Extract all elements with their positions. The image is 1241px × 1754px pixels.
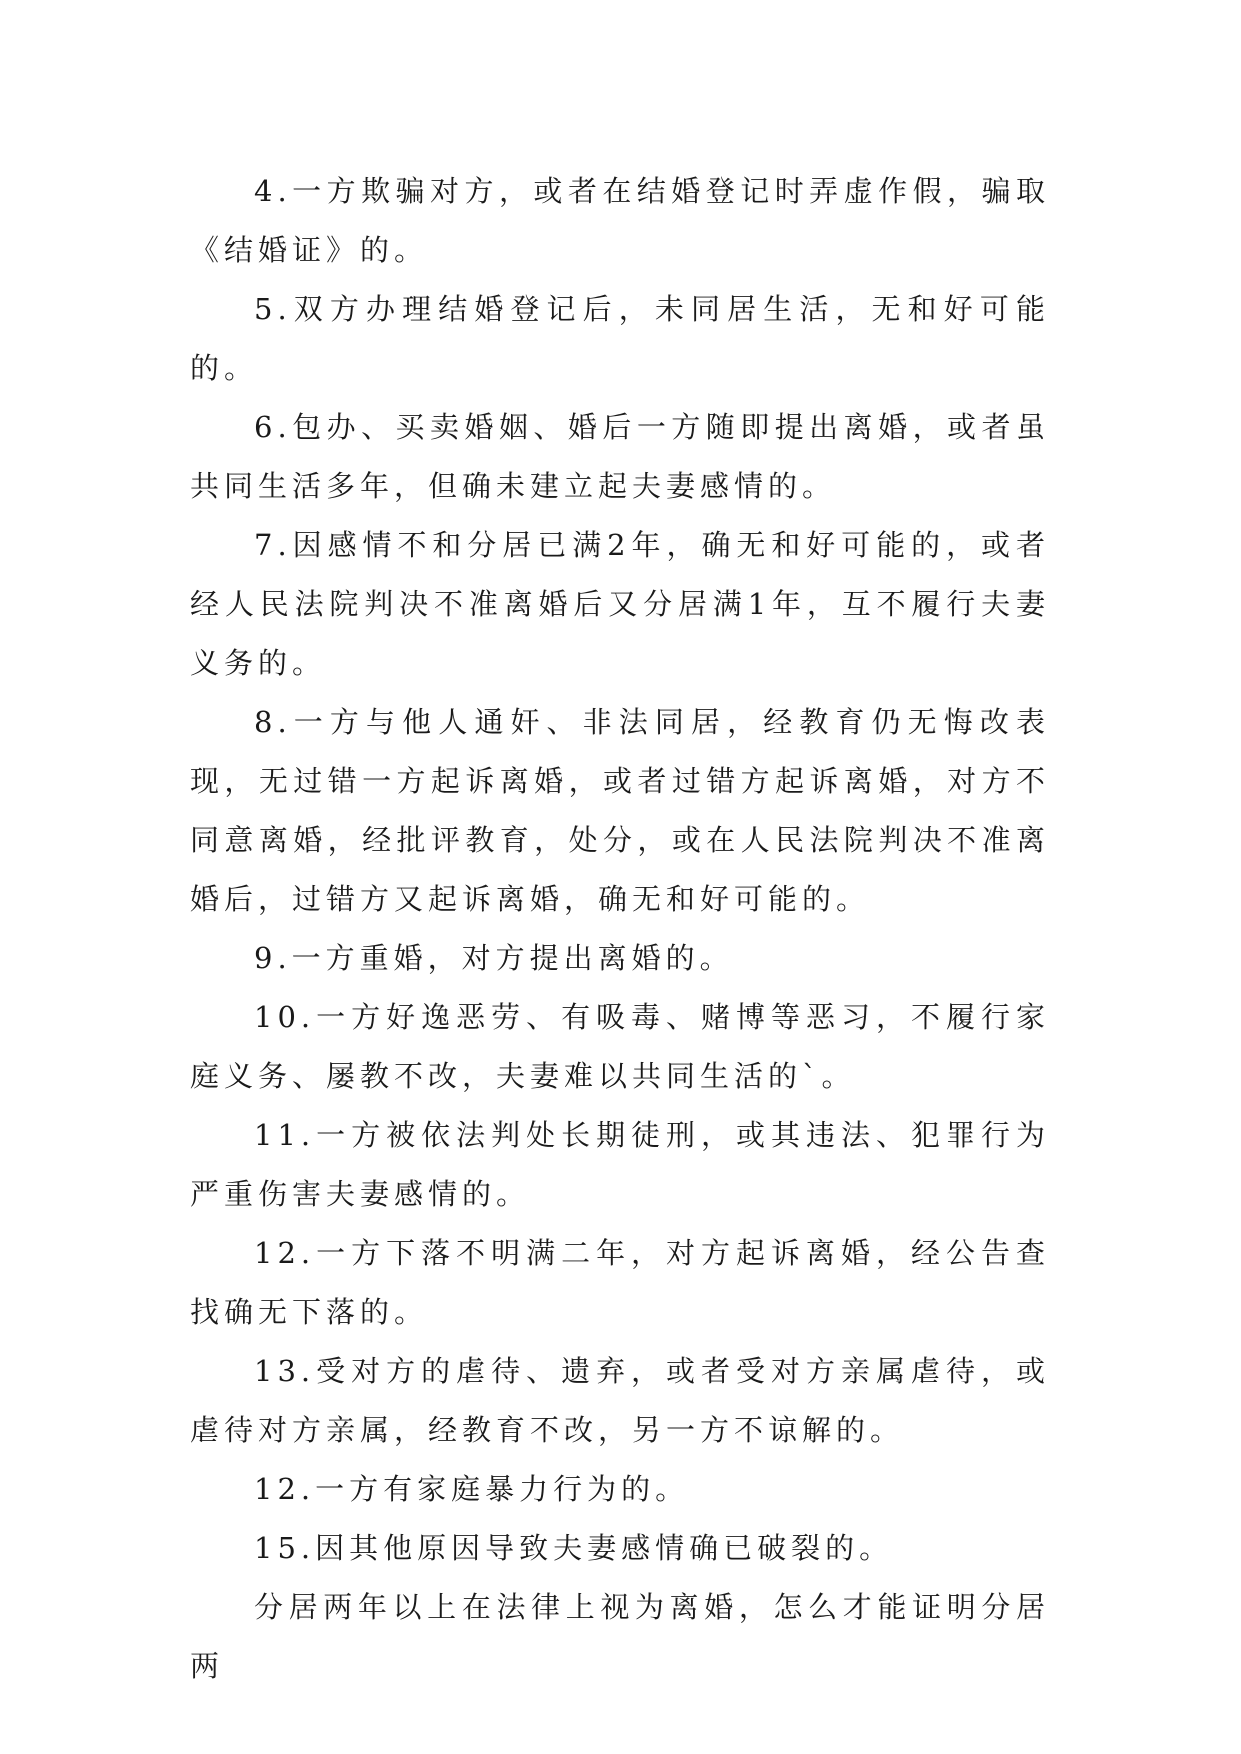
paragraph-item-12b: 12.一方有家庭暴力行为的。 [254,1472,690,1506]
paragraph-item-9: 9.一方重婚，对方提出离婚的。 [254,941,734,975]
paragraph-item-5: 5.双方办理结婚登记后，未同居生活，无和好可能的。 [190,292,1050,385]
document-body [190,162,1050,1696]
paragraph-item-13: 13.受对方的虐待、遗弃，或者受对方亲属虐待，或虐待对方亲属，经教育不改，另一方不谅解的。 [190,1354,1050,1447]
paragraph-separation-question: 分居两年以上在法律上视为离婚，怎么才能证明分居两 [190,1590,1050,1683]
paragraph-item-4: 4.一方欺骗对方，或者在结婚登记时弄虚作假，骗取《结婚证》的。 [190,174,1050,267]
paragraph-item-11: 11.一方被依法判处长期徒刑，或其违法、犯罪行为严重伤害夫妻感情的。 [190,1118,1050,1211]
paragraph-item-8: 8.一方与他人通奸、非法同居，经教育仍无悔改表现，无过错一方起诉离婚，或者过错方起诉离婚，对方不同意离婚，经批评教育，处分，或在人民法院判决不准离婚后，过错方又起诉离婚，确无和好可能的。 [190,705,1050,916]
paragraph-item-6: 6.包办、买卖婚姻、婚后一方随即提出离婚，或者虽共同生活多年，但确未建立起夫妻感情的。 [190,410,1050,503]
paragraph-item-7: 7.因感情不和分居已满2年，确无和好可能的，或者经人民法院判决不准离婚后又分居满1年，互不履行夫妻义务的。 [190,528,1050,680]
paragraph-item-12: 12.一方下落不明满二年，对方起诉离婚，经公告查找确无下落的。 [190,1236,1050,1329]
paragraph-item-10: 10.一方好逸恶劳、有吸毒、赌博等恶习，不履行家庭义务、屡教不改，夫妻难以共同生活的`。 [190,1000,1050,1093]
paragraph-item-15: 15.因其他原因导致夫妻感情确已破裂的。 [254,1531,894,1565]
